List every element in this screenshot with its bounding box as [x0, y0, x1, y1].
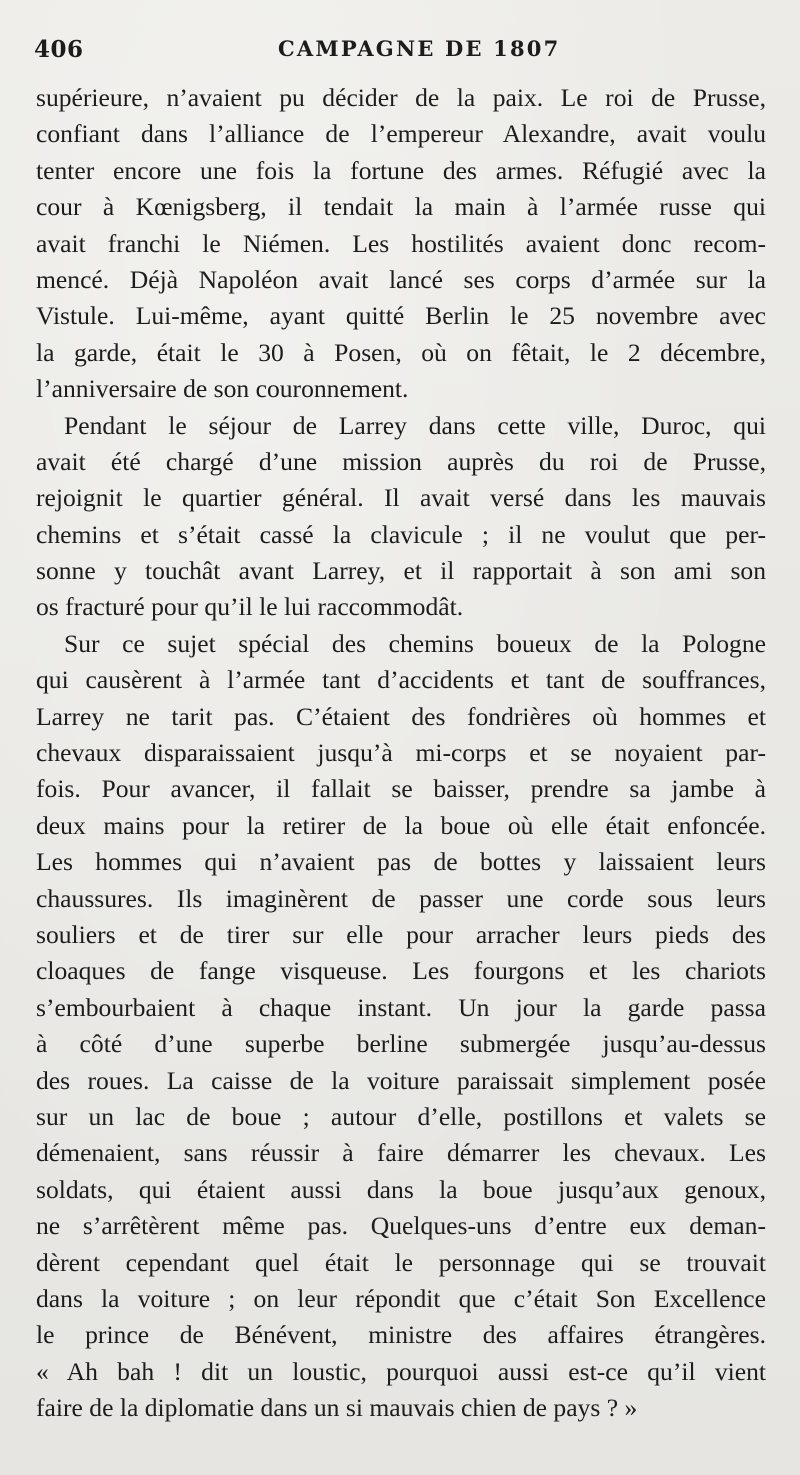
paragraph-2	[36, 408, 766, 626]
text-line: Vistule. Lui-même, ayant quitté Berlin le 25 novembre avec	[36, 301, 766, 331]
text-line: supérieure, n’avaient pu décider de la paix. Le roi de Prusse,	[36, 83, 766, 112]
text-line: chaussures. Ils imaginèrent de passer une corde sous leurs	[36, 883, 766, 913]
text-line: chemins et s’était cassé la clavicule ; il ne voulut que per-	[36, 519, 766, 549]
page-number: 406	[34, 36, 84, 63]
text-line: rejoignit le quartier général. Il avait versé dans les mauvais	[36, 483, 766, 513]
text-line: la garde, était le 30 à Posen, où on fêtait, le 2 décembre,	[36, 337, 766, 367]
text-line: confiant dans l’alliance de l’empereur Alexandre, avait voulu	[36, 119, 766, 149]
text-line: « Ah bah ! dit un loustic, pourquoi aussi est-ce qu’il vient	[36, 1356, 766, 1386]
text-line: Pendant le séjour de Larrey dans cette ville, Duroc, qui	[64, 410, 766, 440]
text-line: deux mains pour la retirer de la boue où elle était enfoncée.	[36, 810, 766, 840]
text-line: chevaux disparaissaient jusqu’à mi-corps et se noyaient par-	[36, 738, 766, 768]
text-line: dèrent cependant quel était le personnage qui se trouvait	[36, 1247, 766, 1277]
text-line: soldats, qui étaient aussi dans la boue jusqu’aux genoux,	[36, 1174, 766, 1204]
text-line: démenaient, sans réussir à faire démarrer les chevaux. Les	[36, 1138, 766, 1168]
text-line: des roues. La caisse de la voiture paraissait simplement posée	[36, 1065, 766, 1095]
page-header	[34, 28, 766, 68]
text-line: Sur ce sujet spécial des chemins boueux de la Pologne	[64, 628, 766, 658]
text-line: l’anniversaire de son couronnement.	[36, 374, 409, 404]
text-line: Les hommes qui n’avaient pas de bottes y laissaient leurs	[36, 847, 766, 877]
text-line: s’embourbaient à chaque instant. Un jour la garde passa	[36, 992, 766, 1022]
text-line: cloaques de fange visqueuse. Les fourgons et les chariots	[36, 956, 766, 986]
text-line: dans la voiture ; on leur répondit que c’était Son Excellence	[36, 1283, 766, 1313]
text-line: tenter encore une fois la fortune des armes. Réfugié avec la	[36, 155, 766, 185]
body-text	[36, 80, 766, 1426]
paragraph-1	[36, 80, 766, 408]
text-line: le prince de Bénévent, ministre des affaires étrangères.	[36, 1320, 766, 1350]
text-line: faire de la diplomatie dans un si mauvais chien de pays ? »	[36, 1393, 638, 1423]
text-line: avait franchi le Niémen. Les hostilités avaient donc recom-	[36, 228, 766, 258]
text-line: à côté d’une superbe berline submergée jusqu’au-dessus	[36, 1029, 766, 1059]
text-line: cour à Kœnigsberg, il tendait la main à l’armée russe qui	[36, 192, 766, 222]
text-line: os fracturé pour qu’il le lui raccommodât.	[36, 592, 464, 622]
text-line: sur un lac de boue ; autour d’elle, postillons et valets se	[36, 1101, 766, 1131]
text-line: Larrey ne tarit pas. C’étaient des fondrières où hommes et	[36, 701, 766, 731]
text-line: fois. Pour avancer, il fallait se baisser, prendre sa jambe à	[36, 774, 766, 804]
running-title: CAMPAGNE DE 1807	[278, 36, 561, 61]
text-line: ne s’arrêtèrent même pas. Quelques-uns d’entre eux deman-	[36, 1211, 766, 1241]
text-line: qui causèrent à l’armée tant d’accidents et tant de souffrances,	[36, 665, 766, 695]
text-line: mencé. Déjà Napoléon avait lancé ses corps d’armée sur la	[36, 264, 766, 294]
text-line: sonne y touchât avant Larrey, et il rapportait à son ami son	[36, 556, 766, 586]
paragraph-3	[36, 626, 766, 1427]
text-line: souliers et de tirer sur elle pour arracher leurs pieds des	[36, 919, 766, 949]
text-line: avait été chargé d’une mission auprès du roi de Prusse,	[36, 446, 766, 476]
